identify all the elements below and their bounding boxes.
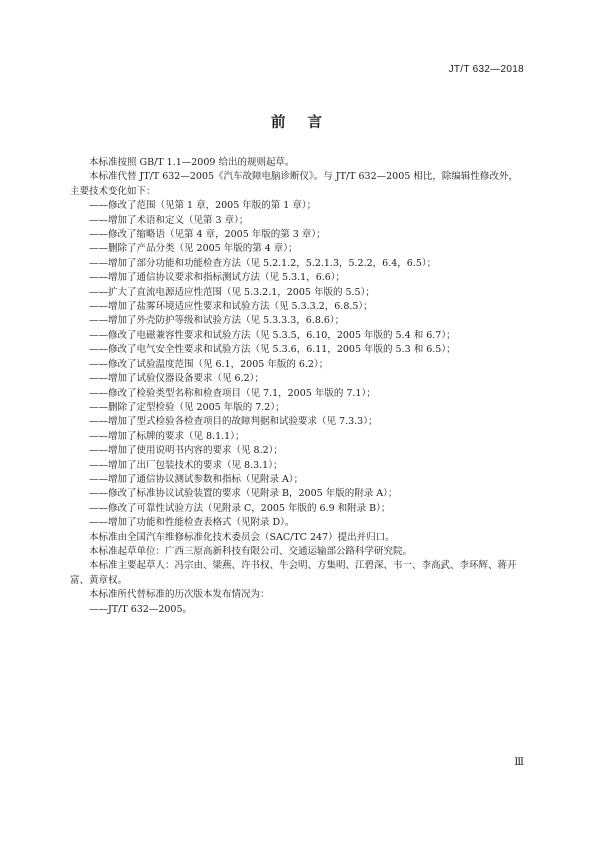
page-title: 前言 (271, 115, 344, 131)
paragraph: 本标准起草单位：广西三原高新科技有限公司、交通运输部公路科学研究院。 (89, 545, 413, 557)
list-item: ——增加了型式检验各检查项目的故障判据和试验要求（见 7.3.3）； (89, 416, 378, 428)
list-item: ——增加了出厂包装技术的要求（见 8.3.1）； (89, 459, 283, 471)
page-number: Ⅲ (514, 757, 524, 768)
list-item: ——删除了定型检验（见 2005 年版的 7.2）； (89, 401, 285, 413)
list-item: ——修改了范围（见第 1 章，2005 年版的第 1 章）； (89, 200, 317, 212)
list-item: ——增加了功能和性能检查表格式（见附录 D）。 (89, 517, 295, 529)
list-item: ——修改了缩略语（见第 4 章，2005 年版的第 3 章）； (89, 229, 326, 241)
list-item: ——增加了试验仪器设备要求（见 6.2）； (89, 373, 264, 385)
list-item: ——增加了盐雾环境适应性要求和试验方法（见 5.3.3.2，6.8.5）； (89, 301, 373, 313)
list-item: ——增加了外壳防护等级和试验方法（见 5.3.3.3，6.8.6）； (89, 315, 345, 327)
list-item: ——修改了检验类型名称和检查项目（见 7.1，2005 年版的 7.1）； (89, 387, 376, 399)
paragraph: 本标准代替 JT/T 632—2005《汽车故障电脑诊断仪》。与 JT/T 632—2005 相比，除编辑性修改外，主要技术变化如下： (70, 171, 518, 197)
paragraph: 本标准所代替标准的历次版本发布情况为： (89, 589, 270, 601)
list-item: ——修改了电气安全性要求和试验方法（见 5.3.6，6.11，2005 年版的 5.3 和 6.5）； (89, 344, 456, 356)
list-item: ——增加了术语和定义（见第 3 章）； (89, 214, 249, 226)
list-item: ——修改了标准协议试验装置的要求（见附录 B，2005 年版的附录 A）； (89, 488, 398, 500)
list-item: ——增加了通信协议测试参数和指标（见附录 A）； (89, 473, 304, 485)
list-item: ——增加了使用说明书内容的要求（见 8.2）； (89, 445, 283, 457)
list-item: ——修改了可靠性试验方法（见附录 C，2005 年版的 6.9 和附录 B）； (89, 502, 391, 514)
list-item: ——JT/T 632—2005。 (89, 603, 193, 615)
list-item: ——修改了试验温度范围（见 6.1，2005 年版的 6.2）； (89, 358, 329, 370)
paragraph: 本标准按照 GB/T 1.1—2009 给出的规则起草。 (89, 157, 295, 168)
foreword-body (70, 156, 526, 617)
list-item: ——增加了标牌的要求（见 8.1.1）； (89, 430, 245, 442)
paragraph: 本标准主要起草人：冯宗由、梁燕、许书权、牛会明、方集明、江碧深、韦一、李高武、李环辉、蒋开富、黄章权。 (70, 560, 517, 586)
list-item: ——删除了产品分类（见 2005 年版的第 4 章）； (89, 243, 298, 255)
list-item: ——扩大了直流电源适应性范围（见 5.3.2.1，2005 年版的 5.5）； (89, 286, 375, 298)
list-item: ——增加了部分功能和功能检查方法（见 5.2.1.2，5.2.1.3，5.2.2，6.4，6.5）； (89, 257, 437, 269)
list-item: ——修改了电磁兼容性要求和试验方法（见 5.3.5，6.10，2005 年版的 5.4 和 6.7）； (89, 329, 456, 341)
list-item: ——增加了通信协议要求和指标测试方法（见 5.3.1，6.6）； (89, 272, 346, 284)
paragraph: 本标准由全国汽车维修标准化技术委员会（SAC/TC 247）提出并归口。 (89, 531, 395, 543)
standard-code: JT/T 632—2018 (448, 64, 524, 75)
